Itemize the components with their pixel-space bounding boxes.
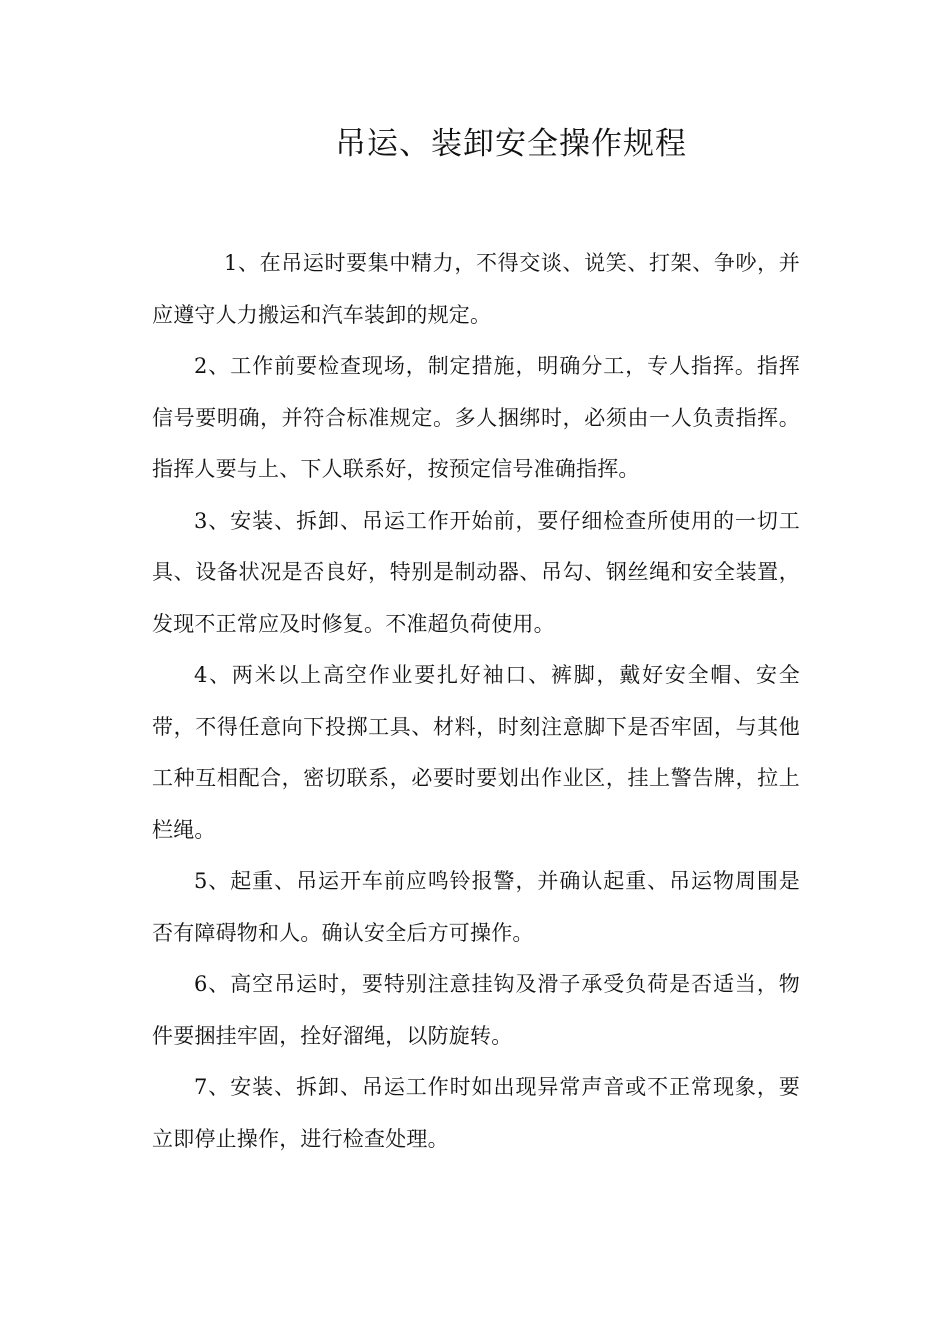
document-body [152,238,800,1165]
paragraph-7: 7、安装、拆卸、吊运工作时如出现异常声音或不正常现象，要立即停止操作，进行检查处理。 [152,1075,800,1151]
paragraph-6: 6、高空吊运时，要特别注意挂钩及滑子承受负荷是否适当，物件要捆挂牢固，拴好溜绳，以防旋转。 [152,972,800,1048]
document-title: 吊运、装卸安全操作规程 [335,126,687,162]
paragraph-2: 2、工作前要检查现场，制定措施，明确分工，专人指挥。指挥信号要明确，并符合标准规定。多人捆绑时，必须由一人负责指挥。指挥人要与上、下人联系好，按预定信号准确指挥。 [152,354,800,481]
paragraph-5: 5、起重、吊运开车前应鸣铃报警，并确认起重、吊运物周围是否有障碍物和人。确认安全后方可操作。 [152,869,800,945]
paragraph-4: 4、两米以上高空作业要扎好袖口、裤脚，戴好安全帽、安全带，不得任意向下投掷工具、材料，时刻注意脚下是否牢固，与其他工种互相配合，密切联系，必要时要划出作业区，挂上警告牌，拉上栏绳。 [152,663,800,842]
paragraph-3: 3、安装、拆卸、吊运工作开始前，要仔细检查所使用的一切工具、设备状况是否良好，特别是制动器、吊勾、钢丝绳和安全装置，发现不正常应及时修复。不准超负荷使用。 [152,508,800,636]
paragraph-1: 1、在吊运时要集中精力，不得交谈、说笑、打架、争吵，并应遵守人力搬运和汽车装卸的规定。 [152,251,800,327]
